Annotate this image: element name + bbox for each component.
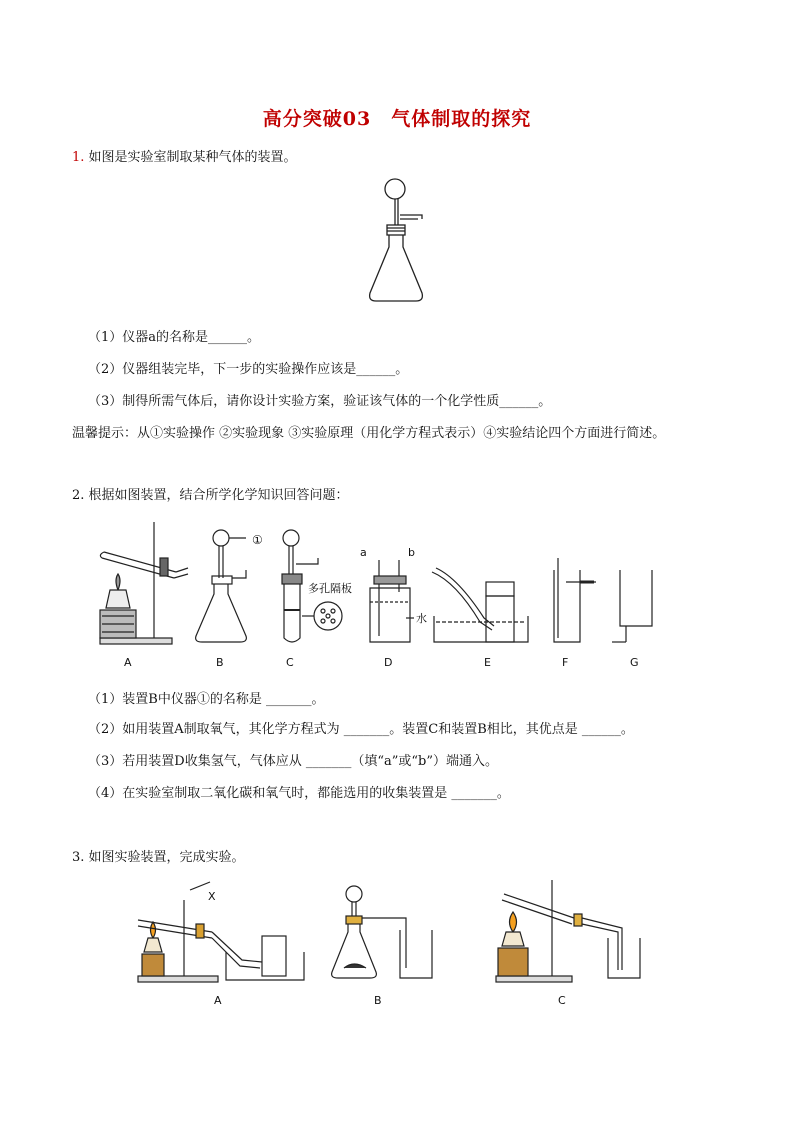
- q2-item-3: （3）若用装置D收集氢气，气体应从 _______（填“a”或“b”）端通入。: [88, 754, 498, 769]
- page-title: 高分突破03 气体制取的探究: [262, 108, 532, 130]
- q2-item-2: （2）如用装置A制取氧气，其化学方程式为 _______。装置C和装置B相比，其优点是 ______。: [88, 722, 634, 737]
- apparatus-b: [196, 530, 247, 642]
- q1-stem-text: 如图是实验室制取某种气体的装置。: [88, 150, 297, 165]
- apparatus-a: [100, 522, 188, 644]
- q3-apparatus-c: [496, 880, 640, 982]
- q2-stem: [72, 484, 349, 503]
- label-a: A: [124, 656, 132, 669]
- q3-label-c: C: [558, 994, 566, 1007]
- q3-label-a: A: [214, 994, 222, 1007]
- q1-item-2: （2）仪器组装完毕，下一步的实验操作应该是______。: [88, 362, 409, 377]
- q3-label-x: X: [208, 890, 216, 903]
- label-c: C: [286, 656, 294, 669]
- q2-item-4: （4）在实验室制取二氧化碳和氧气时，都能选用的收集装置是 _______。: [88, 786, 510, 801]
- label-port-a: a: [360, 546, 367, 559]
- label-f: F: [562, 656, 569, 669]
- q3-apparatus-figure: [134, 880, 664, 1010]
- q1-number: 1.: [72, 150, 85, 165]
- label-circle-1: ①: [252, 533, 263, 547]
- q3-apparatus-b: [332, 886, 432, 978]
- q1-apparatus-figure: [360, 175, 440, 305]
- q3-stem: [72, 846, 245, 865]
- label-g: G: [630, 656, 639, 669]
- q2-number: 2.: [72, 488, 85, 503]
- label-water: 水: [416, 612, 427, 625]
- q1-stem: [72, 146, 297, 165]
- q1-hint: 温馨提示：从①实验操作 ②实验现象 ③实验原理（用化学方程式表示）④实验结论四个方面进行简述。: [72, 426, 666, 441]
- apparatus-f: [554, 558, 596, 642]
- label-d: D: [384, 656, 393, 669]
- q3-number: 3.: [72, 850, 85, 865]
- q3-stem-text: 如图实验装置，完成实验。: [88, 850, 245, 865]
- q3-apparatus-a: [138, 882, 304, 982]
- q1-item-3: （3）制得所需气体后，请你设计实验方案，验证该气体的一个化学性质______。: [88, 394, 552, 409]
- label-b: B: [216, 656, 224, 669]
- q2-stem-text: 根据如图装置，结合所学化学知识回答问题：: [88, 488, 349, 503]
- label-porous-plate: 多孔隔板: [308, 582, 352, 595]
- apparatus-e: [432, 568, 528, 642]
- q3-label-b: B: [374, 994, 382, 1007]
- q2-item-1: （1）装置B中仪器①的名称是 _______。: [88, 692, 325, 707]
- q2-apparatus-figure: [96, 518, 676, 673]
- label-e: E: [484, 656, 491, 669]
- q1-item-1: （1）仪器a的名称是______。: [88, 330, 261, 345]
- label-port-b: b: [408, 546, 415, 559]
- apparatus-g: [612, 570, 652, 642]
- apparatus-d: [370, 560, 414, 642]
